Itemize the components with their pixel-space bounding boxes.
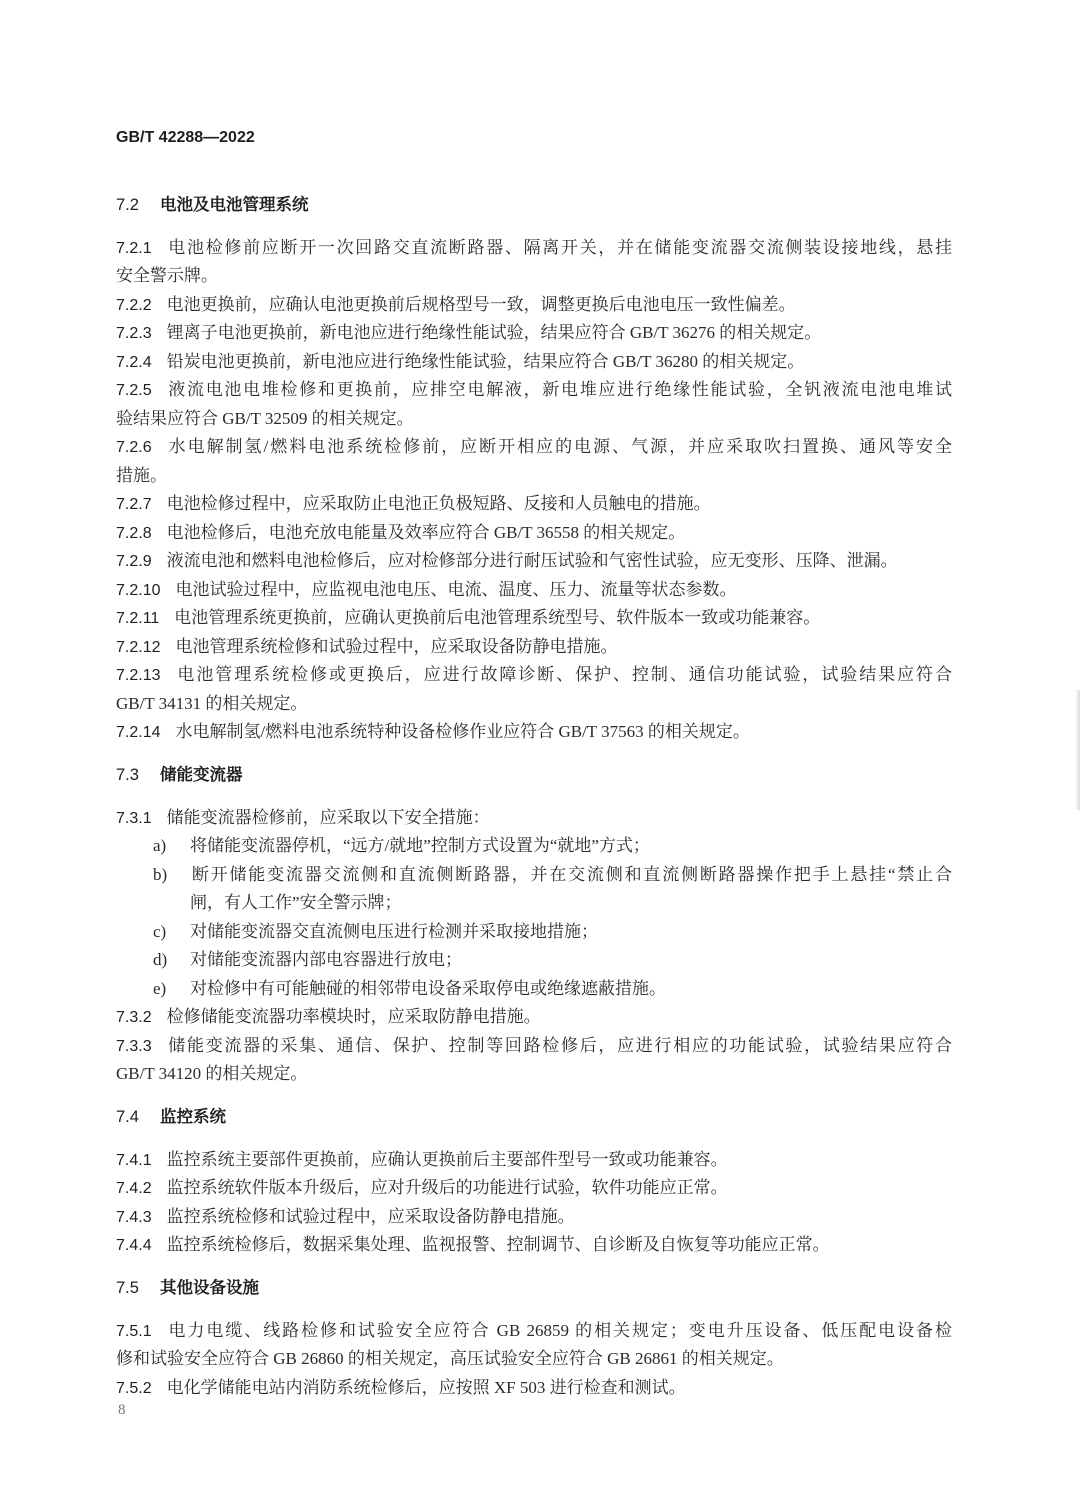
clause-text: 锂离子电池更换前，新电池应进行绝缘性能试验，结果应符合 GB/T 36276 的相关规定。 xyxy=(166,323,822,342)
section-heading xyxy=(116,191,952,220)
section-title: 监控系统 xyxy=(160,1107,226,1126)
clause-text: GB/T 34131 的相关规定。 xyxy=(116,693,308,713)
clause-number: 7.5.1 xyxy=(116,1322,152,1340)
section-title: 储能变流器 xyxy=(160,765,243,784)
clause xyxy=(116,661,952,718)
clause-text: 检修储能变流器功率模块时，应采取防静电措施。 xyxy=(166,1007,541,1026)
section-number: 7.4 xyxy=(116,1107,139,1126)
clause-text: 电池更换前，应确认电池更换前后规格型号一致，调整更换后电池电压一致性偏差。 xyxy=(166,294,796,314)
clause xyxy=(116,633,952,662)
list-item-text: 对储能变流器内部电容器进行放电； xyxy=(190,950,462,969)
clause-line xyxy=(116,576,952,605)
clause-line xyxy=(116,1032,952,1061)
clause xyxy=(116,319,952,348)
list-item-line xyxy=(153,946,952,975)
document-body xyxy=(116,191,952,1403)
clause-line xyxy=(116,804,952,833)
clause xyxy=(116,291,952,320)
list-item-line xyxy=(153,889,952,918)
clause xyxy=(116,348,952,377)
list-item-label: c) xyxy=(153,921,167,941)
clause xyxy=(116,376,952,433)
standard-number-header: GB/T 42288—2022 xyxy=(116,129,255,146)
clause xyxy=(116,1317,952,1374)
clause-line xyxy=(116,1003,952,1032)
clause-number: 7.2.7 xyxy=(116,496,152,513)
clause-line xyxy=(116,633,952,662)
clause-text: 监控系统软件版本升级后，应对升级后的功能进行试验，软件功能应正常。 xyxy=(166,1178,728,1197)
clause-text: 安全警示牌。 xyxy=(116,266,218,285)
clause-number: 7.3.3 xyxy=(116,1037,152,1055)
list-item-label: b) xyxy=(153,864,168,884)
clause-number: 7.2.4 xyxy=(116,353,152,371)
clause-text: 电池试验过程中，应监视电池电压、电流、温度、压力、流量等状态参数。 xyxy=(175,579,737,599)
clause xyxy=(116,604,952,633)
clause-line xyxy=(116,604,952,633)
clause xyxy=(116,1231,952,1260)
section-number: 7.3 xyxy=(116,765,139,784)
clause xyxy=(116,1003,952,1032)
clause-line xyxy=(116,262,952,291)
section-number: 7.2 xyxy=(116,195,139,214)
clause-line xyxy=(116,1317,952,1346)
clause-text: 电力电缆、线路检修和试验安全应符合 GB 26859 的相关规定；变电升压设备、低压配电设备检 xyxy=(166,1320,952,1340)
list-item xyxy=(116,832,952,861)
list-item xyxy=(116,918,952,947)
clause-text: 电池检修后，电池充放电能量及效率应符合 GB/T 36558 的相关规定。 xyxy=(166,522,686,542)
clause-text: 措施。 xyxy=(116,465,167,485)
clause-number: 7.4.3 xyxy=(116,1208,152,1226)
list-item-text: 闸，有人工作”安全警示牌； xyxy=(190,893,402,912)
section-number: 7.5 xyxy=(116,1278,139,1297)
page-number: 8 xyxy=(118,1402,126,1418)
section-title: 电池及电池管理系统 xyxy=(160,195,309,214)
clause xyxy=(116,1146,952,1175)
list-item-line xyxy=(153,861,952,890)
clause-line xyxy=(116,1174,952,1203)
clause-text: 储能变流器检修前，应采取以下安全措施： xyxy=(166,807,490,827)
clause-text: 电化学储能电站内消防系统检修后，应按照 XF 503 进行检查和测试。 xyxy=(166,1377,686,1397)
clause-line xyxy=(116,490,952,519)
clause-line xyxy=(116,519,952,548)
clause xyxy=(116,519,952,548)
clause-number: 7.2.2 xyxy=(116,296,152,314)
clause-line xyxy=(116,348,952,377)
clause-line xyxy=(116,319,952,348)
clause-number: 7.2.11 xyxy=(116,610,160,627)
section-heading xyxy=(116,1103,952,1132)
list-item-line xyxy=(153,918,952,947)
clause-line xyxy=(116,1060,952,1089)
clause-number: 7.4.1 xyxy=(116,1151,152,1169)
clause xyxy=(116,1203,952,1232)
clause-text: 监控系统检修后，数据采集处理、监视报警、控制调节、自诊断及自恢复等功能应正常。 xyxy=(166,1235,830,1254)
section-title: 其他设备设施 xyxy=(160,1278,259,1297)
clause-line xyxy=(116,234,952,263)
clause xyxy=(116,1174,952,1203)
clause-text: 电池检修过程中，应采取防止电池正负极短路、反接和人员触电的措施。 xyxy=(166,494,711,513)
clause-text: GB/T 34120 的相关规定。 xyxy=(116,1064,308,1083)
clause-line xyxy=(116,462,952,491)
clause xyxy=(116,576,952,605)
clause-text: 储能变流器的采集、通信、保护、控制等回路检修后，应进行相应的功能试验，试验结果应符合 xyxy=(166,1035,952,1055)
list-item-text: 对检修中有可能触碰的相邻带电设备采取停电或绝缘遮蔽措施。 xyxy=(190,978,666,998)
clause-line xyxy=(116,718,952,747)
clause-text: 液流电池电堆检修和更换前，应排空电解液，新电堆应进行绝缘性能试验，全钒液流电池电堆试 xyxy=(166,380,952,399)
clause-text: 电池检修前应断开一次回路交直流断路器、隔离开关，并在储能变流器交流侧装设接地线，悬挂 xyxy=(166,237,952,257)
clause-number: 7.2.8 xyxy=(116,524,152,542)
clause-number: 7.2.13 xyxy=(116,667,161,684)
clause-text: 修和试验安全应符合 GB 26860 的相关规定，高压试验安全应符合 GB 26861 的相关规定。 xyxy=(116,1349,784,1368)
clause-number: 7.2.10 xyxy=(116,581,161,599)
clause-text: 电池管理系统更换前，应确认更换前后电池管理系统型号、软件版本一致或功能兼容。 xyxy=(174,608,821,627)
list-item-label: e) xyxy=(153,978,167,998)
list-item xyxy=(116,946,952,975)
clause xyxy=(116,718,952,747)
clause-line xyxy=(116,1203,952,1232)
clause xyxy=(116,1032,952,1089)
clause-line xyxy=(116,1374,952,1403)
clause-text: 水电解制氢/燃料电池系统特种设备检修作业应符合 GB/T 37563 的相关规定。 xyxy=(175,722,750,741)
section-heading xyxy=(116,1274,952,1303)
clause-number: 7.2.3 xyxy=(116,325,152,342)
clause xyxy=(116,234,952,291)
clause xyxy=(116,1374,952,1403)
list-item xyxy=(116,861,952,918)
list-item-text: 对储能变流器交直流侧电压进行检测并采取接地措施； xyxy=(190,921,598,941)
clause-line xyxy=(116,405,952,434)
clause-number: 7.3.1 xyxy=(116,809,152,827)
clause xyxy=(116,547,952,576)
list-item-label: d) xyxy=(153,950,168,969)
clause-text: 水电解制氢/燃料电池系统检修前，应断开相应的电源、气源，并应采取吹扫置换、通风等安全 xyxy=(166,437,952,456)
clause-line xyxy=(116,1231,952,1260)
clause-number: 7.2.5 xyxy=(116,382,152,399)
clause xyxy=(116,804,952,1004)
clause-line xyxy=(116,291,952,320)
list-item-line xyxy=(153,832,952,861)
clause-text: 电池管理系统检修和试验过程中，应采取设备防静电措施。 xyxy=(175,636,618,656)
clause-number: 7.2.14 xyxy=(116,724,161,741)
list-item-text: 断开储能变流器交流侧和直流侧断路器，并在交流侧和直流侧断路器操作把手上悬挂“禁止合 xyxy=(190,864,952,884)
clause-line xyxy=(116,1345,952,1374)
list-item-line xyxy=(153,975,952,1004)
clause-text: 铅炭电池更换前，新电池应进行绝缘性能试验，结果应符合 GB/T 36280 的相关规定。 xyxy=(166,351,805,371)
clause-text: 电池管理系统检修或更换后，应进行故障诊断、保护、控制、通信功能试验，试验结果应符合 xyxy=(175,665,952,684)
clause-number: 7.4.4 xyxy=(116,1237,152,1254)
clause-text: 监控系统主要部件更换前，应确认更换前后主要部件型号一致或功能兼容。 xyxy=(166,1149,728,1169)
clause-text: 验结果应符合 GB/T 32509 的相关规定。 xyxy=(116,408,414,428)
document-page xyxy=(116,124,952,1402)
clause-number: 7.4.2 xyxy=(116,1180,152,1197)
clause-number: 7.3.2 xyxy=(116,1009,152,1026)
clause-line xyxy=(116,433,952,462)
page-edge-shadow xyxy=(1075,690,1080,810)
section-heading xyxy=(116,761,952,790)
clause-text: 监控系统检修和试验过程中，应采取设备防静电措施。 xyxy=(166,1206,575,1226)
list-item xyxy=(116,975,952,1004)
clause-number: 7.2.1 xyxy=(116,239,152,257)
list-item-text: 将储能变流器停机，“远方/就地”控制方式设置为“就地”方式； xyxy=(190,836,650,855)
clause-number: 7.2.9 xyxy=(116,553,152,570)
clause-line xyxy=(116,661,952,690)
clause-line xyxy=(116,1146,952,1175)
clause-line xyxy=(116,547,952,576)
clause-number: 7.5.2 xyxy=(116,1379,152,1397)
list-item-label: a) xyxy=(153,836,167,855)
clause-line xyxy=(116,690,952,719)
clause xyxy=(116,433,952,490)
clause xyxy=(116,490,952,519)
clause-number: 7.2.6 xyxy=(116,439,152,456)
clause-line xyxy=(116,376,952,405)
clause-number: 7.2.12 xyxy=(116,638,161,656)
clause-text: 液流电池和燃料电池检修后，应对检修部分进行耐压试验和气密性试验，应无变形、压降、泄漏。 xyxy=(166,551,898,570)
